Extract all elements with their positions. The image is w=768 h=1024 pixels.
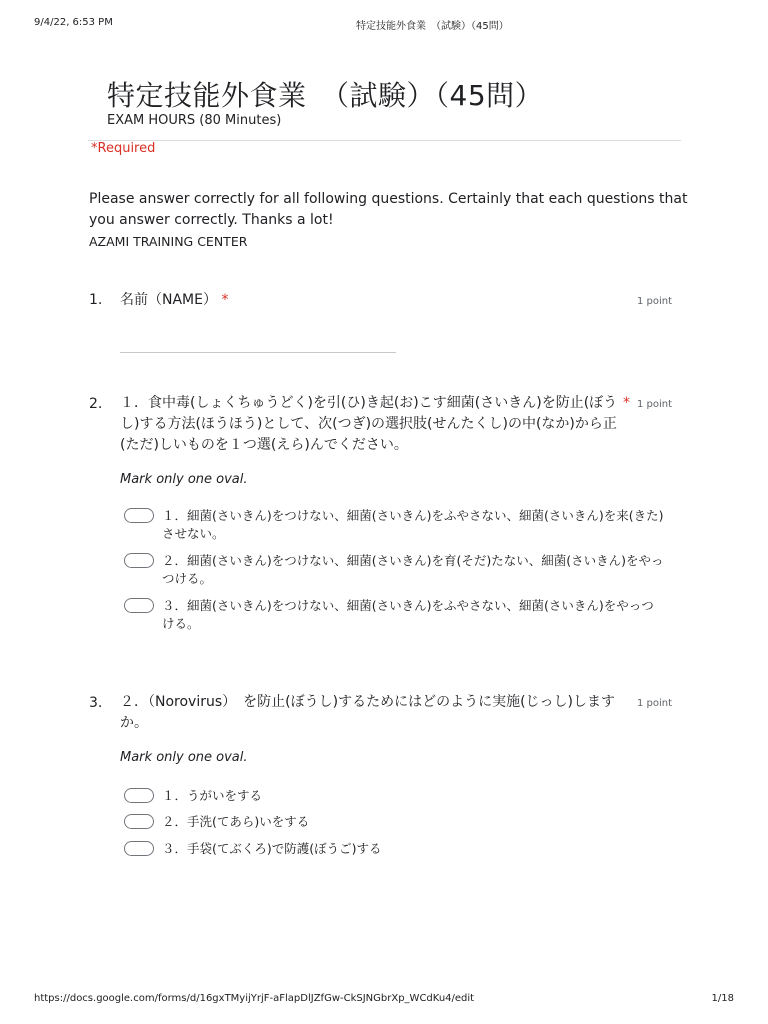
question-2-option-3[interactable] — [124, 597, 664, 633]
question-3-option-3[interactable] — [124, 840, 664, 858]
question-3-points: 1 point — [637, 698, 673, 709]
option-label: １．細菌(さいきん)をつけない、細菌(さいきん)をふやさない、細菌(さいきん)を来(きた)させない。 — [162, 508, 664, 541]
question-1-points: 1 point — [637, 296, 673, 307]
option-label: ３．細菌(さいきん)をつけない、細菌(さいきん)をふやさない、細菌(さいきん)をやっつける。 — [162, 598, 654, 631]
form-subtitle: EXAM HOURS (80 Minutes) — [107, 113, 282, 128]
form-description-org: AZAMI TRAINING CENTER — [89, 234, 248, 249]
option-label: １．うがいをする — [162, 788, 263, 803]
print-page-title: 特定技能外食業 （試験）（45問） — [356, 21, 509, 32]
question-3-option-1[interactable] — [124, 787, 664, 805]
radio-oval[interactable] — [124, 814, 154, 829]
print-page-number: 1/18 — [711, 993, 734, 1004]
name-answer-field[interactable] — [120, 352, 396, 353]
question-2-number: 2. — [89, 396, 103, 412]
question-2-text: １．食中毒(しょくちゅうどく)を引(ひ)き起(お)こす細菌(さいきん)を防止(ぼうし)する方法(ほうほう)として、次(つぎ)の選択肢(せんたくし)の中(なか)から正(ただ)しいものを１つ選(えら)んでください。 — [120, 395, 618, 453]
question-1-text-row — [120, 290, 228, 311]
question-2-option-2[interactable] — [124, 552, 664, 588]
question-1-number: 1. — [89, 292, 103, 308]
option-label: ２．手洗(てあら)いをする — [162, 814, 310, 829]
radio-oval[interactable] — [124, 598, 154, 613]
question-2-option-1[interactable] — [124, 507, 664, 543]
question-2-points: 1 point — [637, 399, 673, 410]
print-url: https://docs.google.com/forms/d/16gxTMyijYrjF-aFlapDlJZfGw-CkSJNGbrXp_WCdKu4/edit — [34, 993, 475, 1004]
radio-oval[interactable] — [124, 788, 154, 803]
print-datetime: 9/4/22, 6:53 PM — [34, 17, 113, 28]
radio-oval[interactable] — [124, 553, 154, 568]
question-3-number: 3. — [89, 695, 103, 711]
question-2-required-mark: * — [623, 395, 630, 411]
form-description: Please answer correctly for all following questions. Certainly that each questions that you answer correctly. Thanks a lot! — [89, 191, 688, 228]
option-label: ２．細菌(さいきん)をつけない、細菌(さいきん)を育(そだ)たない、細菌(さいきん)をやっつける。 — [162, 553, 664, 586]
question-3-option-2[interactable] — [124, 813, 664, 831]
question-2-hint: Mark only one oval. — [120, 472, 248, 487]
header-divider — [88, 140, 681, 141]
radio-oval[interactable] — [124, 508, 154, 523]
form-title: 特定技能外食業 （試験）（45問） — [107, 79, 544, 112]
required-note: *Required — [91, 141, 156, 156]
question-1-text: 名前（NAME） — [120, 292, 217, 308]
option-label: ３．手袋(てぶくろ)で防護(ぼうご)する — [162, 841, 382, 856]
question-3-text: ２．（Norovirus） を防止(ぼうし)するためにはどのように実施(じっし)しますか。 — [120, 694, 615, 731]
radio-oval[interactable] — [124, 841, 154, 856]
question-3-hint: Mark only one oval. — [120, 750, 248, 765]
question-1-required-mark: * — [221, 292, 229, 308]
